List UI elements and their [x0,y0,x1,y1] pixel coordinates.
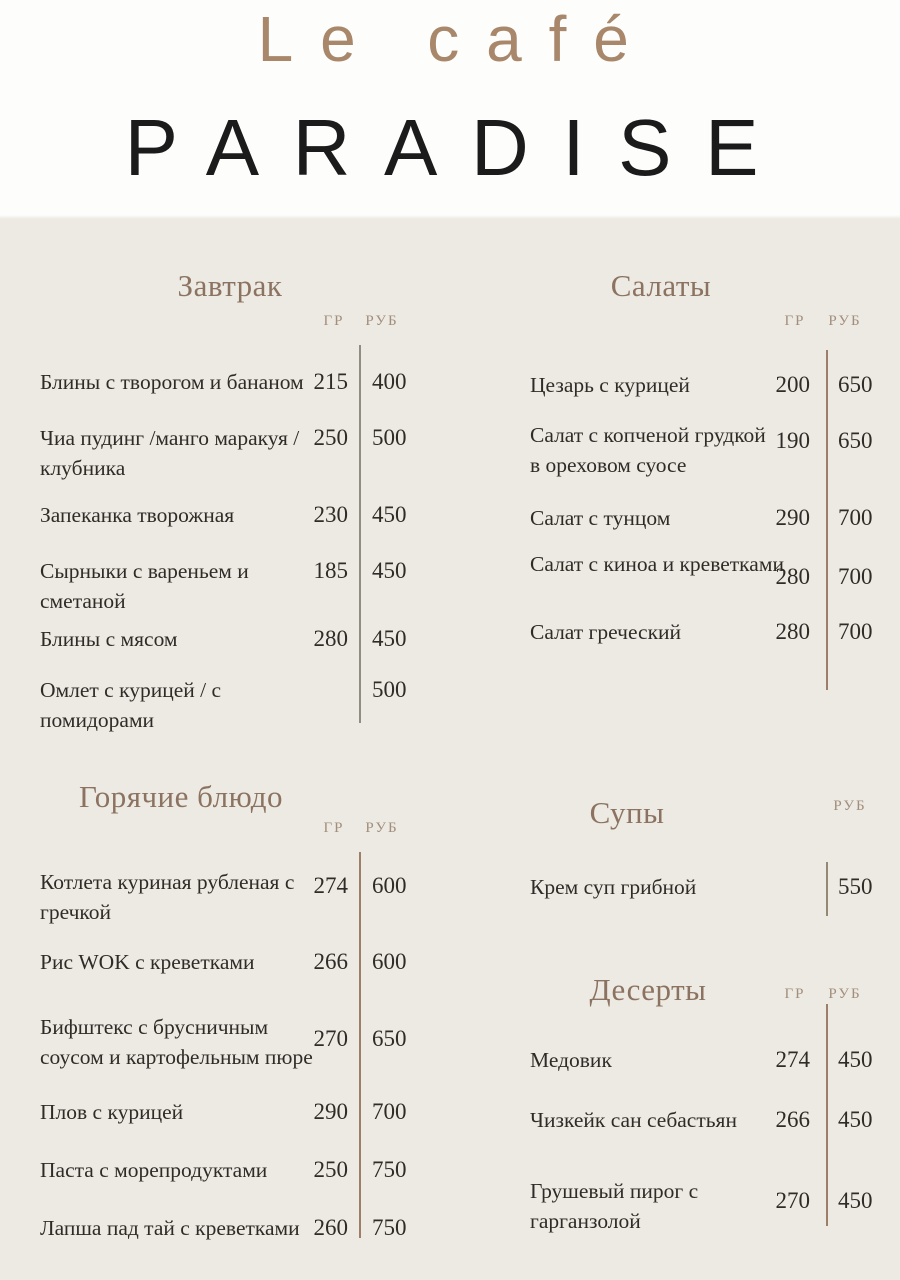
item-name: Салат с копченой грудкой [530,423,766,447]
item-grams: 250 [313,1157,348,1182]
item-price: 550 [838,874,873,899]
item-price: 450 [372,502,407,527]
item-name: Рис WOK с креветками [40,950,255,974]
item-grams: 266 [775,1107,810,1132]
item-price: 750 [372,1157,407,1182]
section-title-soups: Супы [589,795,665,830]
column-divider [359,345,361,723]
column-divider [826,1004,828,1226]
item-name: Цезарь с курицей [530,373,690,397]
item-price: 700 [372,1099,407,1124]
item-grams: 200 [775,372,810,397]
item-name-line2: сметаной [40,589,126,613]
item-name: Лапша пад тай с креветками [40,1216,300,1240]
item-price: 450 [372,626,407,651]
item-name: Грушевый пирог с [530,1179,699,1203]
item-name-line2: клубника [40,456,126,480]
item-grams: 215 [313,369,348,394]
item-grams: 280 [313,626,348,651]
grams-column-header: ГР [784,313,806,329]
column-divider [826,862,828,916]
item-grams: 266 [313,949,348,974]
item-name: Сырныки с вареньем и [40,559,249,583]
item-grams: 230 [313,502,348,527]
section-title-breakfast: Завтрак [177,268,283,303]
item-grams: 260 [313,1215,348,1240]
item-name: Салат греческий [530,620,682,644]
item-name: Медовик [530,1048,612,1072]
item-price: 700 [838,619,873,644]
item-grams: 290 [313,1099,348,1124]
item-grams: 274 [313,873,348,898]
item-grams: 270 [313,1026,348,1051]
item-price: 700 [838,564,873,589]
rub-column-header: РУБ [365,313,399,329]
column-divider [826,350,828,690]
section-title-desserts: Десерты [589,972,707,1007]
brand-line-2: PARADISE [124,103,793,192]
item-name: Чиа пудинг /манго маракуя / [40,426,300,450]
grams-column-header: ГР [323,820,345,836]
item-name: Блины с мясом [40,627,178,651]
item-name-line2: соусом и картофельным пюре [40,1045,313,1069]
item-name: Салат с тунцом [530,506,671,530]
item-price: 750 [372,1215,407,1240]
item-price: 500 [372,677,407,702]
column-divider [359,852,361,1238]
item-price: 650 [838,372,873,397]
item-price: 600 [372,873,407,898]
item-name: Плов с курицей [40,1100,184,1124]
item-grams: 280 [775,564,810,589]
item-name: Салат с киноа и креветками [530,552,784,576]
item-grams: 290 [775,505,810,530]
item-price: 650 [372,1026,407,1051]
item-price: 600 [372,949,407,974]
item-price: 650 [838,428,873,453]
brand-header [0,0,900,215]
rub-column-header: РУБ [828,313,862,329]
section-title-salads: Салаты [610,268,712,303]
item-name: Чизкейк сан себастьян [530,1108,737,1132]
section-title-hot-dishes: Горячие блюдо [79,779,283,814]
rub-column-header: РУБ [833,798,867,814]
rub-column-header: РУБ [828,986,862,1002]
rub-column-header: РУБ [365,820,399,836]
item-price: 700 [838,505,873,530]
brand-line-1: Le café [257,3,656,75]
item-name: Блины с творогом и бананом [40,370,304,394]
item-name-line2: гарганзолой [530,1209,641,1233]
item-grams: 190 [775,428,810,453]
item-name: Омлет с курицей / с помидорами [40,678,222,732]
item-name: Крем суп грибной [530,875,697,899]
item-price: 450 [838,1188,873,1213]
item-price: 450 [838,1107,873,1132]
item-grams: 185 [313,558,348,583]
item-grams: 274 [775,1047,810,1072]
item-price: 400 [372,369,407,394]
item-grams: 280 [775,619,810,644]
item-grams: 250 [313,425,348,450]
item-name: Котлета куриная рубленая с [40,870,295,894]
item-name-line2: гречкой [40,900,111,924]
item-grams: 270 [775,1188,810,1213]
item-price: 500 [372,425,407,450]
item-name: Бифштекс с брусничным [40,1015,269,1039]
grams-column-header: ГР [323,313,345,329]
item-price: 450 [838,1047,873,1072]
grams-column-header: ГР [784,986,806,1002]
item-name-line2: в ореховом суосе [530,453,687,477]
item-name: Паста с морепродуктами [40,1158,268,1182]
item-price: 450 [372,558,407,583]
item-name: Запеканка творожная [40,503,235,527]
